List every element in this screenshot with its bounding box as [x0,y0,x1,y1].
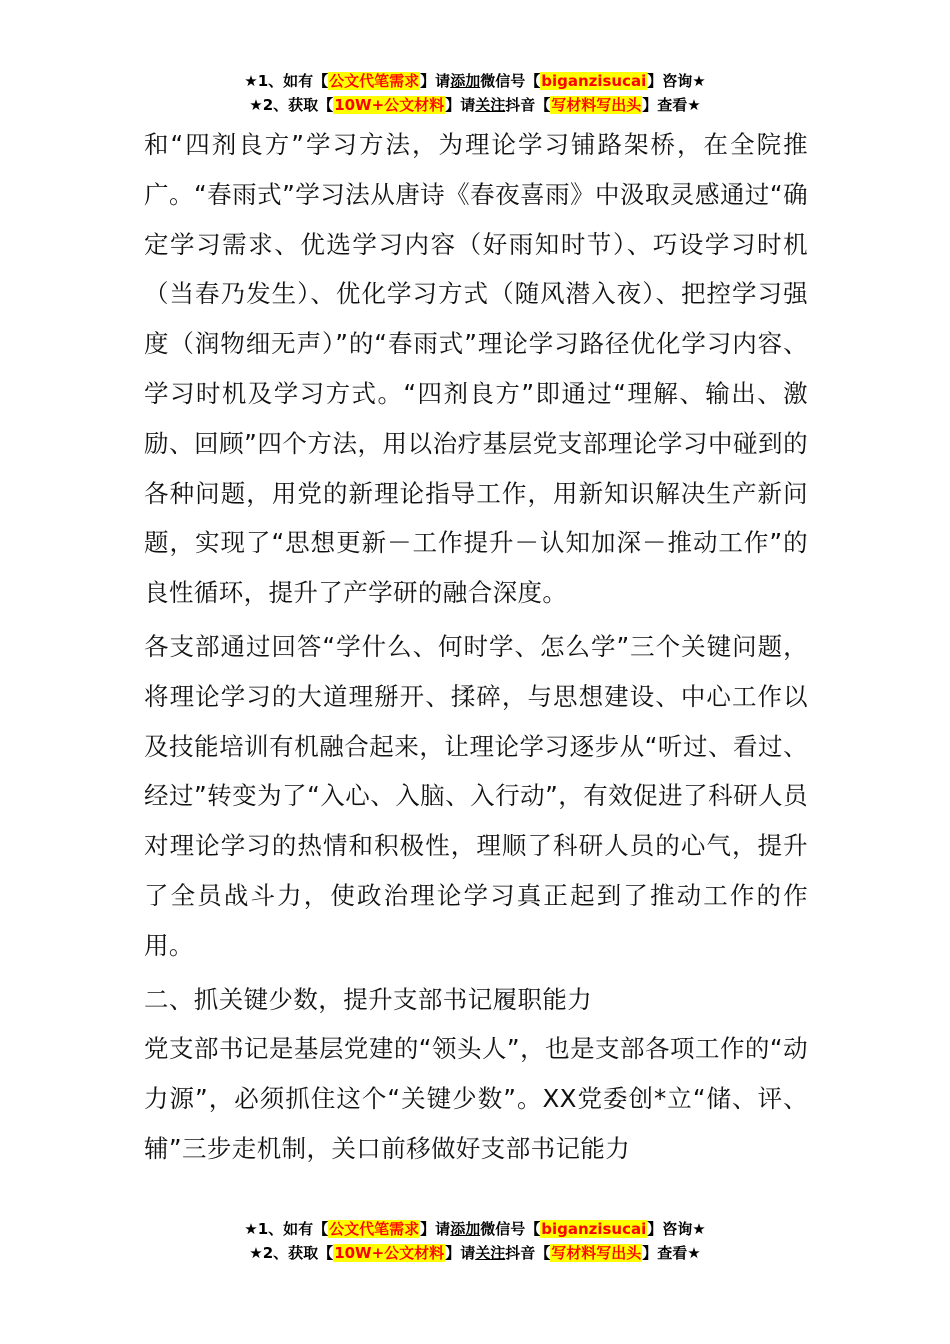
banner-line-1 [0,69,950,93]
banner-text: ★1、如有【 [244,72,329,90]
banner-text: ★1、如有【 [244,1220,329,1238]
banner-text: 微信号【 [480,1220,541,1238]
banner-underlined: 添加 [450,1220,481,1238]
banner-text: 】请 [420,72,451,90]
banner-line-2 [0,93,950,117]
banner-highlight: 写材料写出头 [551,96,642,114]
body-paragraph: 各支部通过回答“学什么、何时学、怎么学”三个关键问题，将理论学习的大道理掰开、揉碎，与思想建设、中心工作以及技能培训有机融合起来，让理论学习逐步从“听过、看过、经过”转变为了“入心、入脑、入行动”，有效促进了科研人员对理论学习的热情和积极性，理顺了科研人员的心气，提升了全员战斗力，使政治理论学习真正起到了推动工作的作用。 [144,631,808,960]
banner-text: 】咨询★ [647,1220,706,1238]
banner-underlined: 添加 [450,72,481,90]
banner-underlined: 关注 [475,96,506,114]
banner-text: 抖音【 [505,96,551,114]
banner-text: 抖音【 [505,1244,551,1262]
banner-highlight: 写材料写出头 [551,1244,642,1262]
footer-banner [0,1217,950,1265]
banner-highlight: 公文代笔需求 [329,1220,420,1238]
section-heading: 二、抓关键少数，提升支部书记履职能力 [144,984,593,1014]
body-paragraph: 党支部书记是基层党建的“领头人”，也是支部各项工作的“动力源”，必须抓住这个“关键少数”。XX党委创*立“储、评、辅”三步走机制，关口前移做好支部书记能力 [144,1034,808,1163]
banner-text: 】请 [420,1220,451,1238]
header-banner [0,69,950,117]
banner-text: 】请 [445,96,476,114]
banner-highlight: 10W+公文材料 [334,96,445,114]
banner-text: 】查看★ [642,96,701,114]
banner-highlight: biganzisucai [541,1220,647,1238]
banner-highlight: biganzisucai [541,72,647,90]
banner-line-1 [0,1217,950,1241]
banner-text: ★2、获取【 [249,96,334,114]
banner-line-2 [0,1241,950,1265]
banner-text: 】请 [445,1244,476,1262]
document-body [144,120,808,1174]
body-paragraph: 和“四剂良方”学习方法，为理论学习铺路架桥，在全院推广。“春雨式”学习法从唐诗《春夜喜雨》中汲取灵感通过“确定学习需求、优选学习内容（好雨知时节）、巧设学习时机（当春乃发生）、优化学习方式（随风潜入夜）、把控学习强度（润物细无声）”的“春雨式”理论学习路径优化学习内容、学习时机及学习方式。“四剂良方”即通过“理解、输出、激励、回顾”四个方法，用以治疗基层党支部理论学习中碰到的各种问题，用党的新理论指导工作，用新知识解决生产新问题，实现了“思想更新－工作提升－认知加深－推动工作”的良性循环，提升了产学研的融合深度。 [144,130,808,608]
banner-highlight: 公文代笔需求 [329,72,420,90]
banner-text: 微信号【 [480,72,541,90]
banner-underlined: 关注 [475,1244,506,1262]
banner-text: 】查看★ [642,1244,701,1262]
banner-highlight: 10W+公文材料 [334,1244,445,1262]
banner-text: ★2、获取【 [249,1244,334,1262]
banner-text: 】咨询★ [647,72,706,90]
